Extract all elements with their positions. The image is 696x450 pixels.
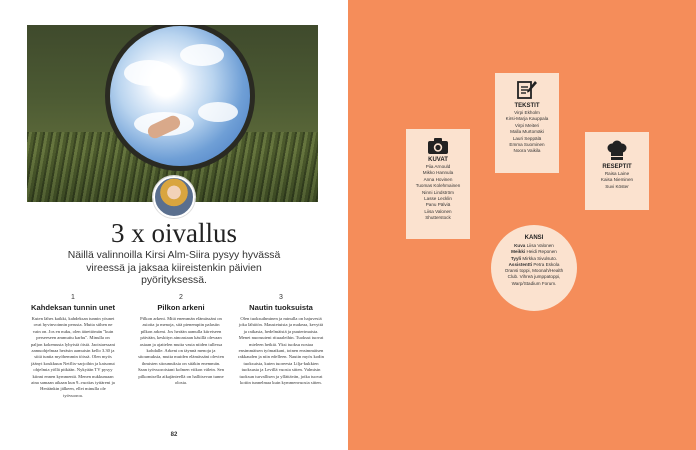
lead-text: Näillä valinnoilla Kirsi Alm-Siira pysyy hyvässä vireessä ja jaksaa kiireistenkin päivien pyörityksessä. [67,250,281,286]
credits-kuvat [406,129,470,239]
credits-names: Raisa Laine Kaisa Nieminen Suvi Köster [600,171,634,189]
credits-kansi [491,225,577,311]
column-number: 1 [71,294,75,301]
credits-label: KUVAT [428,157,448,163]
page-title: 3 x oivallus [111,218,237,248]
pencil-icon [516,79,538,101]
credits-label: KANSI [524,235,544,241]
credits-label: TEKSTIT [514,103,540,109]
page-number: 82 [170,432,178,438]
credits-tekstit [495,73,559,173]
credits-names: Kuva Liisa Valonen Meikki Heidi Reponen Tyyli Mirkka Sivulsuto. Assistentti Petra Eskola Oransi toppi, Moonah/Health Club. Vihreä jumppatoppi, Warp/Stadium Forum. [504,243,564,286]
credits-names: Virpi Ekholm Kirsi-Marja Kauppala Virpi Meiteri Malla Murtomäki Lauri Seppälä Emma Suominen Noora Vaikila [505,110,549,154]
column-1 [30,294,116,399]
right-page [348,0,696,450]
credits-reseptit [585,132,649,210]
column-3 [238,294,324,386]
column-2 [138,294,224,386]
credits-names: Piia Arnould Mikko Hannula Anna Hovinen Tuomas Kolehmainen Ninni Lindström Lasse Lecklin Panu Pälviä Liisa Valonen Shutterstock [415,164,461,221]
camera-icon [427,137,449,155]
column-number: 3 [279,294,283,301]
column-body: Kuten lähes kaikki, kahdeksan tunnin yöunet ovat hyvinvoinnin perusta. Mutta siihen ne vain on. Jos en nuku, olen äärettömän "kuin perseeseen ammuttu karhu". Minulla on paljon kokemusta lyhyistä öistä. Jaoistaessani aamuohjelmaa heräsin aamuisin kello 3.30 ja siitä tuntia myöhemmin töissä. Olen myös jäänyt koukkuun Netflix-sarjoihin ja katsonut ohjelmia yöllä pitkään. Nykyään TV pysyy kiinni ennen kymmentä. Menen nukkumaan aina samaan aikaan kun 9–vuotias tyttäreni ja Heräänkin jälkeen, ellei minulla ole työvuoroa. [30,316,116,398]
credits-label: RESEPTIT [602,164,632,170]
column-number: 2 [179,294,183,301]
column-heading: Kahdeksan tunnin unet [31,303,115,312]
column-heading: Pilkon arkeni [157,303,205,312]
author-avatar [153,176,195,218]
column-body: Olen tuoksuihminen ja minulla on hajuvesiä joka lähtöön. Maustetuista ja makeaa, kevyttä ja raikasta, hedelmäistä ja puuterimaista. Menet nuoruuteni rituaaleihin. Tuoksut tuovat mieleen hetkiä. Yksi tuoksu nostaa ensimmäisen työmatkani, toinen ensimmäisen rakkauden ja niin edelleen. Nautin myös kodin tuoksuista, kuten tuoreesta Lilja-kukkien tuoksusta ja Levillä vuosia sitten. Valmisin tuoksun turvallisen ja yllättävän, jotka tuovat kotiin tunnelmaa kuin kymmenvuosia sitten. [238,316,324,386]
column-heading: Nautin tuoksuista [249,303,313,312]
column-body: Pilkon arkeni. Mitä enemmän elämässäni on asioita ja menoja, sitä pienempiin palasiin pilkon arkeni. Jos herään aamulla kiireiseen päivään, keskityn ainoastaan käsillä olevaan asiaan ja ajattelen mutta vasta niiden tullessa kohdalle. Arkeni on täynnä menoja ja sitoumuksia, mutta muiden elämässäni olevien ihmisten sitoumuksia on sitäkin enemmän. Saan työvuoroistani kolmen viikon välein. Sen pilkomisella aikajänteellä on hallitsevan tunne olosta. [138,316,224,386]
mirror-sky [105,25,255,171]
chef-hat-icon [606,140,628,162]
